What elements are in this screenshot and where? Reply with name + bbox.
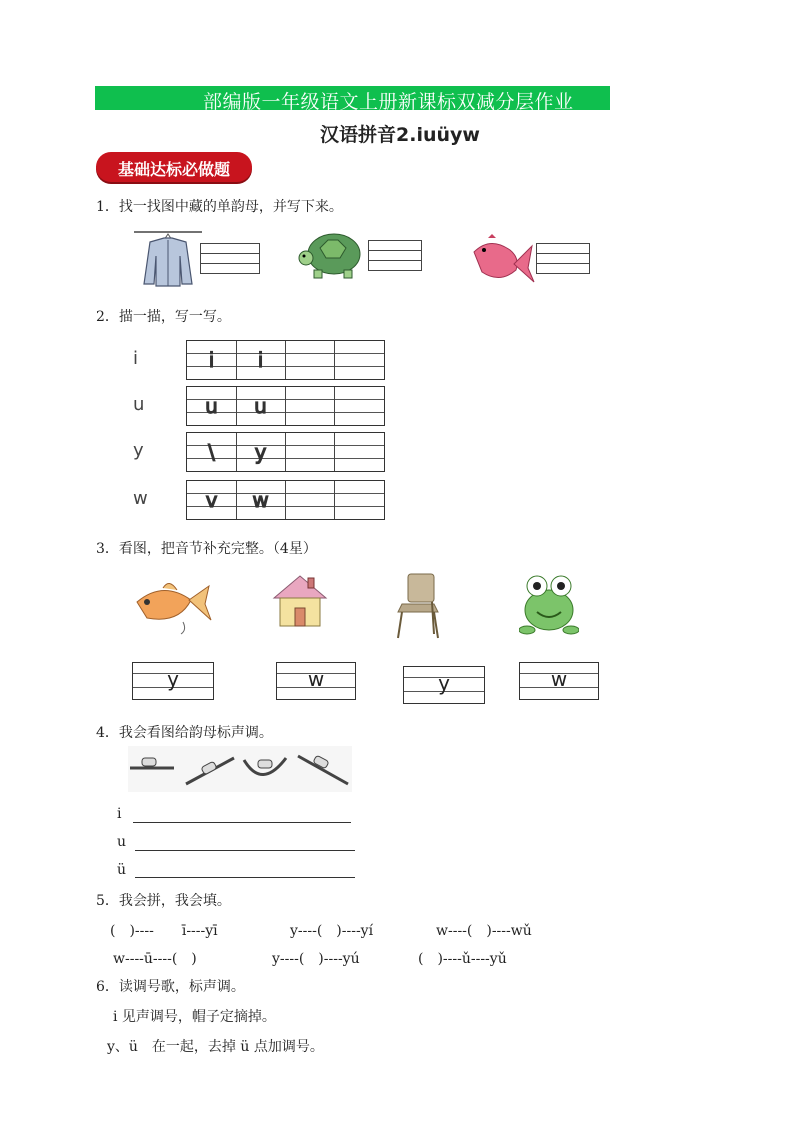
fish-image: [470, 232, 536, 288]
chair-picture: [392, 572, 444, 640]
fill-item: ( )---- ī----yī: [110, 923, 218, 939]
syllable-box-3[interactable]: [403, 666, 485, 704]
letter-label-u: u: [133, 394, 145, 415]
writing-grid-w[interactable]: [186, 480, 385, 520]
fill-item: w----( )----wǔ: [436, 923, 532, 939]
answer-line-u[interactable]: [135, 850, 355, 851]
turtle-image: [296, 228, 368, 284]
fish-picture: [133, 578, 213, 638]
letter-label-y: y: [133, 440, 144, 461]
writing-grid-u[interactable]: [186, 386, 385, 426]
answer-box-3[interactable]: [536, 243, 590, 274]
syllable-letter: w: [307, 667, 325, 691]
syllable-box-1[interactable]: [132, 662, 214, 700]
question-2: 2．描一描，写一写。: [96, 309, 231, 325]
fill-item: y----( )----yú: [272, 951, 360, 967]
page-title: 汉语拼音2.iuüyw: [320, 124, 480, 146]
answer-box-2[interactable]: [368, 240, 422, 271]
answer-line-i[interactable]: [133, 822, 351, 823]
fill-item: y----( )----yí: [290, 923, 374, 939]
trace-letter: i: [208, 348, 215, 372]
writing-grid-y[interactable]: [186, 432, 385, 472]
section-badge: [96, 152, 252, 182]
frog-picture: [519, 572, 579, 638]
house-picture: [270, 572, 330, 632]
badge-label: 基础达标必做题: [117, 160, 230, 179]
banner-text: 部编版一年级语文上册新课标双减分层作业: [203, 91, 574, 113]
trace-letter: \: [208, 440, 215, 464]
vowel-label-i: i: [117, 806, 122, 822]
question-5: 5．我会拼，我会填。: [96, 893, 231, 909]
fill-item: ( )----ǔ----yǔ: [418, 951, 507, 967]
syllable-letter: w: [550, 667, 568, 691]
trace-letter: y: [254, 440, 267, 464]
rhyme-line-1: i 见声调号，帽子定摘掉。: [113, 1009, 276, 1025]
question-4: 4．我会看图给韵母标声调。: [96, 725, 273, 741]
writing-grid-i[interactable]: [186, 340, 385, 380]
trace-letter: i: [257, 348, 264, 372]
answer-line-v[interactable]: [135, 877, 355, 878]
rhyme-line-2: y、ü 在一起，去掉 ü 点加调号。: [107, 1039, 324, 1055]
question-3: 3．看图，把音节补充完整。（4星）: [96, 541, 317, 557]
answer-box-1[interactable]: [200, 243, 260, 274]
trace-letter: w: [252, 488, 269, 512]
syllable-box-2[interactable]: [276, 662, 356, 700]
syllable-box-4[interactable]: [519, 662, 599, 700]
fill-item: w----ū----( ): [113, 951, 197, 967]
letter-label-w: w: [133, 488, 148, 509]
trace-letter: u: [205, 394, 218, 418]
vowel-label-v: ü: [117, 862, 127, 878]
question-1: 1．找一找图中藏的单韵母，并写下来。: [96, 199, 343, 215]
vowel-label-u: u: [117, 834, 127, 850]
trace-letter: u: [254, 394, 267, 418]
header-banner: [95, 86, 610, 113]
syllable-letter: y: [167, 667, 179, 691]
trace-letter: v: [205, 488, 218, 512]
letter-label-i: i: [133, 348, 139, 369]
question-6: 6．读调号歌，标声调。: [96, 979, 245, 995]
syllable-letter: y: [438, 671, 450, 695]
tone-cars-image: [128, 746, 352, 792]
